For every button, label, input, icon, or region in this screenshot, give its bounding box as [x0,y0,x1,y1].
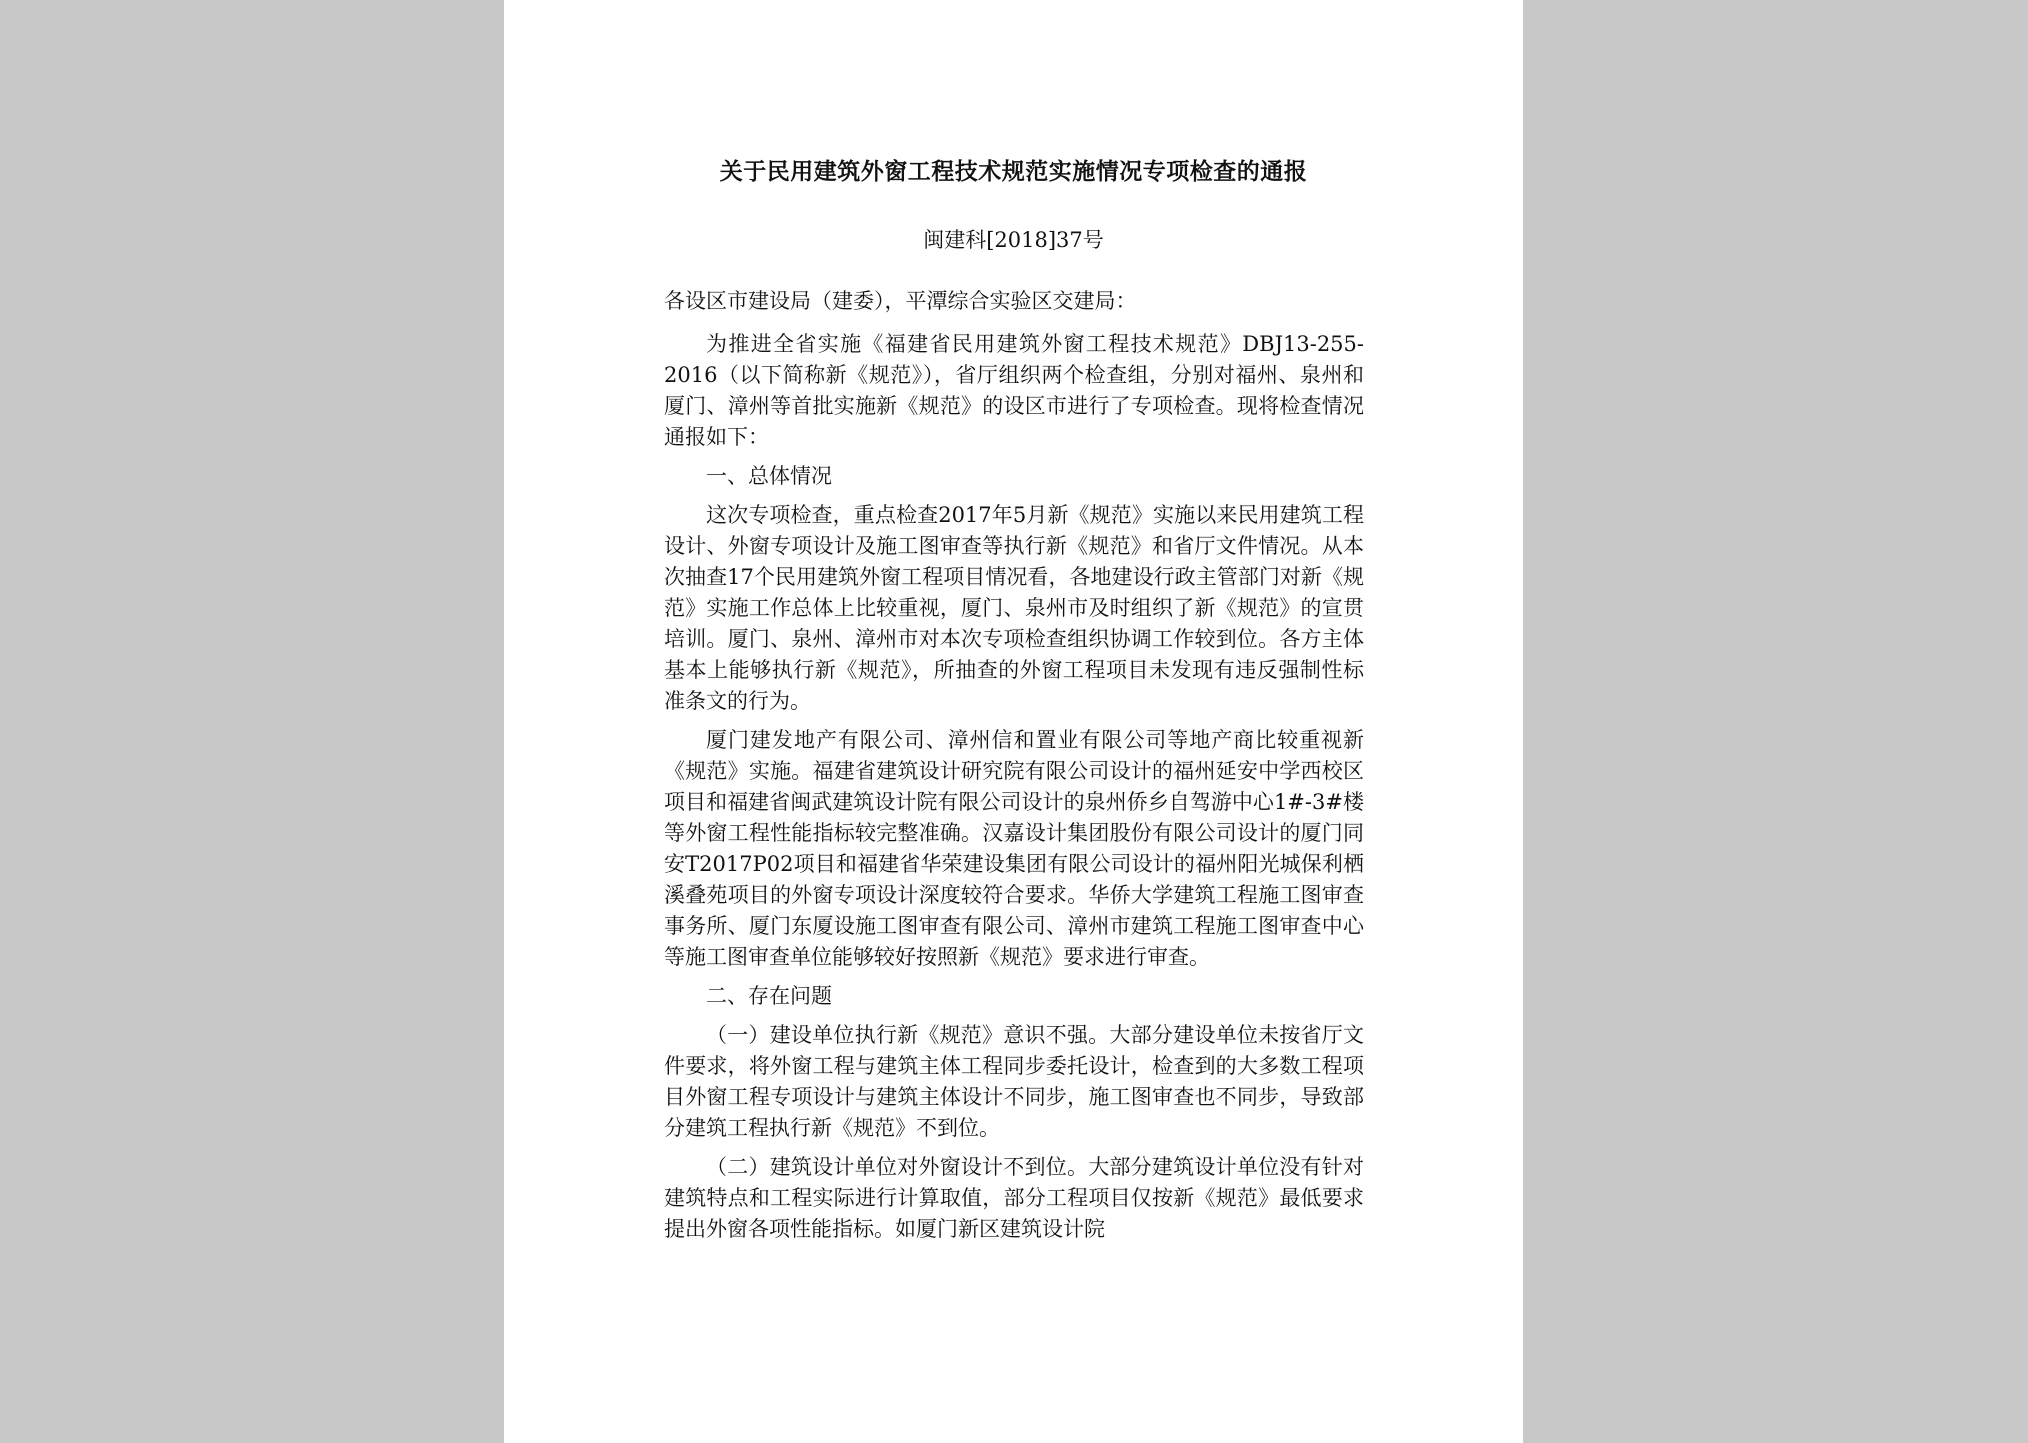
paragraph-overview: 这次专项检查，重点检查2017年5月新《规范》实施以来民用建筑工程设计、外窗专项设计及施工图审查等执行新《规范》和省厅文件情况。从本次抽查17个民用建筑外窗工程项目情况看，各地建设行政主管部门对新《规范》实施工作总体上比较重视，厦门、泉州市及时组织了新《规范》的宣贯培训。厦门、泉州、漳州市对本次专项检查组织协调工作较到位。各方主体基本上能够执行新《规范》，所抽查的外窗工程项目未发现有违反强制性标准条文的行为。 [664,503,1364,713]
salutation: 各设区市建设局（建委），平潭综合实验区交建局： [664,289,1137,313]
section-heading-overview: 一、总体情况 [706,464,832,488]
document-page [504,0,1523,1443]
document-number: 闽建科[2018]37号 [923,228,1104,252]
paragraph-intro: 为推进全省实施《福建省民用建筑外窗工程技术规范》DBJ13-255-2016（以下简称新《规范》），省厅组织两个检查组，分别对福州、泉州和厦门、漳州等首批实施新《规范》的设区市进行了专项检查。现将检查情况通报如下： [664,332,1364,449]
document-title: 关于民用建筑外窗工程技术规范实施情况专项检查的通报 [719,158,1308,185]
section-heading-problems: 二、存在问题 [706,984,832,1008]
document-body [664,286,1364,1253]
paragraph-problem-2: （二）建筑设计单位对外窗设计不到位。大部分建筑设计单位没有针对建筑特点和工程实际进行计算取值，部分工程项目仅按新《规范》最低要求提出外窗各项性能指标。如厦门新区建筑设计院 [664,1155,1364,1241]
paragraph-problem-1: （一）建设单位执行新《规范》意识不强。大部分建设单位未按省厅文件要求，将外窗工程与建筑主体工程同步委托设计，检查到的大多数工程项目外窗工程专项设计与建筑主体设计不同步，施工图审查也不同步，导致部分建筑工程执行新《规范》不到位。 [664,1023,1364,1140]
paragraph-commendations: 厦门建发地产有限公司、漳州信和置业有限公司等地产商比较重视新《规范》实施。福建省建筑设计研究院有限公司设计的福州延安中学西校区项目和福建省闽武建筑设计院有限公司设计的泉州侨乡自驾游中心1#-3#楼等外窗工程性能指标较完整准确。汉嘉设计集团股份有限公司设计的厦门同安T2017P02项目和福建省华荣建设集团有限公司设计的福州阳光城保利栖溪叠苑项目的外窗专项设计深度较符合要求。华侨大学建筑工程施工图审查事务所、厦门东厦设施工图审查有限公司、漳州市建筑工程施工图审查中心等施工图审查单位能够较好按照新《规范》要求进行审查。 [664,728,1364,969]
